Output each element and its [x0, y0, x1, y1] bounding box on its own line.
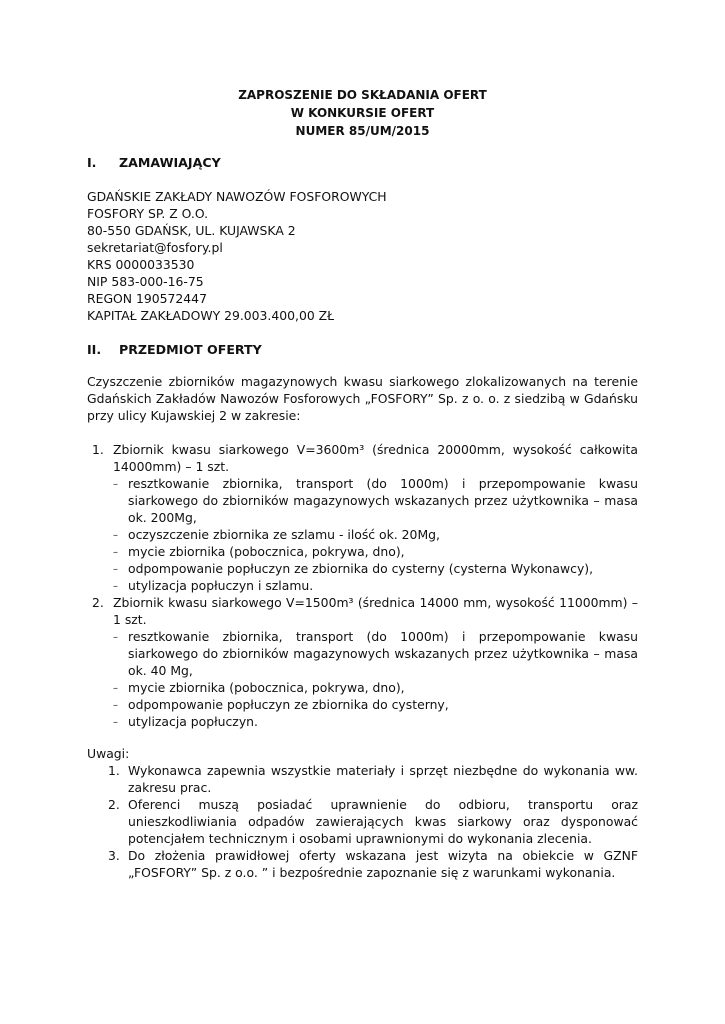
notes-title: Uwagi:	[87, 746, 130, 761]
section-2-number: II.	[87, 342, 102, 357]
dash-bullet-icon: –	[113, 547, 118, 558]
bullet-text: odpompowanie popłuczyn ze zbiornika do cysterny,	[128, 697, 449, 712]
section-1-heading	[87, 154, 221, 172]
list-item-text: 1 szt.	[113, 612, 147, 627]
dash-bullet-icon: –	[113, 581, 118, 592]
note-text: Oferenci muszą posiadać uprawnienie do odbioru, transportu oraz	[128, 797, 638, 812]
dash-bullet-icon: –	[113, 632, 118, 643]
contractor-address: 80-550 GDAŃSK, UL. KUJAWSKA 2	[87, 223, 296, 238]
section-2-heading	[87, 341, 262, 359]
bullet-text: siarkowego do zbiorników magazynowych wskazanych przez użytkownika – masa	[128, 646, 638, 661]
bullet-text: ok. 40 Mg,	[128, 663, 193, 678]
list-item-marker: 2.	[92, 595, 104, 610]
note-text: unieszkodliwiania odpadów zawierających kwas siarkowy oraz dysponować	[128, 814, 638, 829]
note-marker: 2.	[108, 797, 120, 812]
contractor-email: sekretariat@fosfory.pl	[87, 240, 223, 255]
bullet-text: utylizacja popłuczyn i szlamu.	[128, 578, 314, 593]
contractor-nip: NIP 583-000-16-75	[87, 274, 204, 289]
bullet-text: oczyszczenie zbiornika ze szlamu - ilość ok. 20Mg,	[128, 527, 440, 542]
bullet-text: utylizacja popłuczyn.	[128, 714, 258, 729]
note-text: zakresu prac.	[128, 780, 212, 795]
contractor-capital: KAPITAŁ ZAKŁADOWY 29.003.400,00 ZŁ	[87, 308, 335, 323]
dash-bullet-icon: –	[113, 564, 118, 575]
document-title-line-3: NUMER 85/UM/2015	[295, 124, 430, 138]
list-item-text: Zbiornik kwasu siarkowego V=3600m³ (średnica 20000mm, wysokość całkowita	[113, 442, 638, 457]
intro-line: Czyszczenie zbiorników magazynowych kwasu siarkowego zlokalizowanych na terenie	[87, 374, 638, 389]
dash-bullet-icon: –	[113, 479, 118, 490]
contractor-regon: REGON 190572447	[87, 291, 207, 306]
note-text: „FOSFORY” Sp. z o.o. ” i bezpośrednie zapoznanie się z warunkami wykonania.	[128, 865, 616, 880]
contractor-name: GDAŃSKIE ZAKŁADY NAWOZÓW FOSFOROWYCH	[87, 189, 387, 204]
intro-line: Gdańskich Zakładów Nawozów Fosforowych „FOSFORY” Sp. z o. o. z siedzibą w Gdańsku	[87, 391, 638, 406]
note-marker: 3.	[108, 848, 120, 863]
section-1-title: ZAMAWIAJĄCY	[119, 155, 221, 170]
list-item-text: Zbiornik kwasu siarkowego V=1500m³ (średnica 14000 mm, wysokość 11000mm) –	[113, 595, 638, 610]
document-title-line-1: ZAPROSZENIE DO SKŁADANIA OFERT	[238, 88, 487, 102]
bullet-text: resztkowanie zbiornika, transport (do 1000m) i przepompowanie kwasu	[128, 629, 638, 644]
section-2-title: PRZEDMIOT OFERTY	[119, 342, 262, 357]
document-title-line-2: W KONKURSIE OFERT	[290, 106, 435, 120]
dash-bullet-icon: –	[113, 683, 118, 694]
bullet-text: siarkowego do zbiorników magazynowych wskazanych przez użytkownika – masa	[128, 493, 638, 508]
dash-bullet-icon: –	[113, 530, 118, 541]
contractor-krs: KRS 0000033530	[87, 257, 195, 272]
list-item-text: 14000mm) – 1 szt.	[113, 459, 230, 474]
note-marker: 1.	[108, 763, 120, 778]
note-text: Do złożenia prawidłowej oferty wskazana jest wizyta na obiekcie w GZNF	[128, 848, 638, 863]
bullet-text: mycie zbiornika (pobocznica, pokrywa, dno),	[128, 544, 405, 559]
note-text: Wykonawca zapewnia wszystkie materiały i sprzęt niezbędne do wykonania ww.	[128, 763, 638, 778]
dash-bullet-icon: –	[113, 700, 118, 711]
bullet-text: resztkowanie zbiornika, transport (do 1000m) i przepompowanie kwasu	[128, 476, 638, 491]
bullet-text: odpompowanie popłuczyn ze zbiornika do cysterny (cysterna Wykonawcy),	[128, 561, 594, 576]
list-item-marker: 1.	[92, 442, 104, 457]
dash-bullet-icon: –	[113, 717, 118, 728]
bullet-text: ok. 200Mg,	[128, 510, 197, 525]
intro-line: przy ulicy Kujawskiej 2 w zakresie:	[87, 408, 301, 423]
contractor-company-form: FOSFORY SP. Z O.O.	[87, 206, 209, 221]
bullet-text: mycie zbiornika (pobocznica, pokrywa, dno),	[128, 680, 405, 695]
note-text: potencjałem technicznym i osobami uprawnionymi do wykonania zlecenia.	[128, 831, 592, 846]
section-1-number: I.	[87, 155, 97, 170]
